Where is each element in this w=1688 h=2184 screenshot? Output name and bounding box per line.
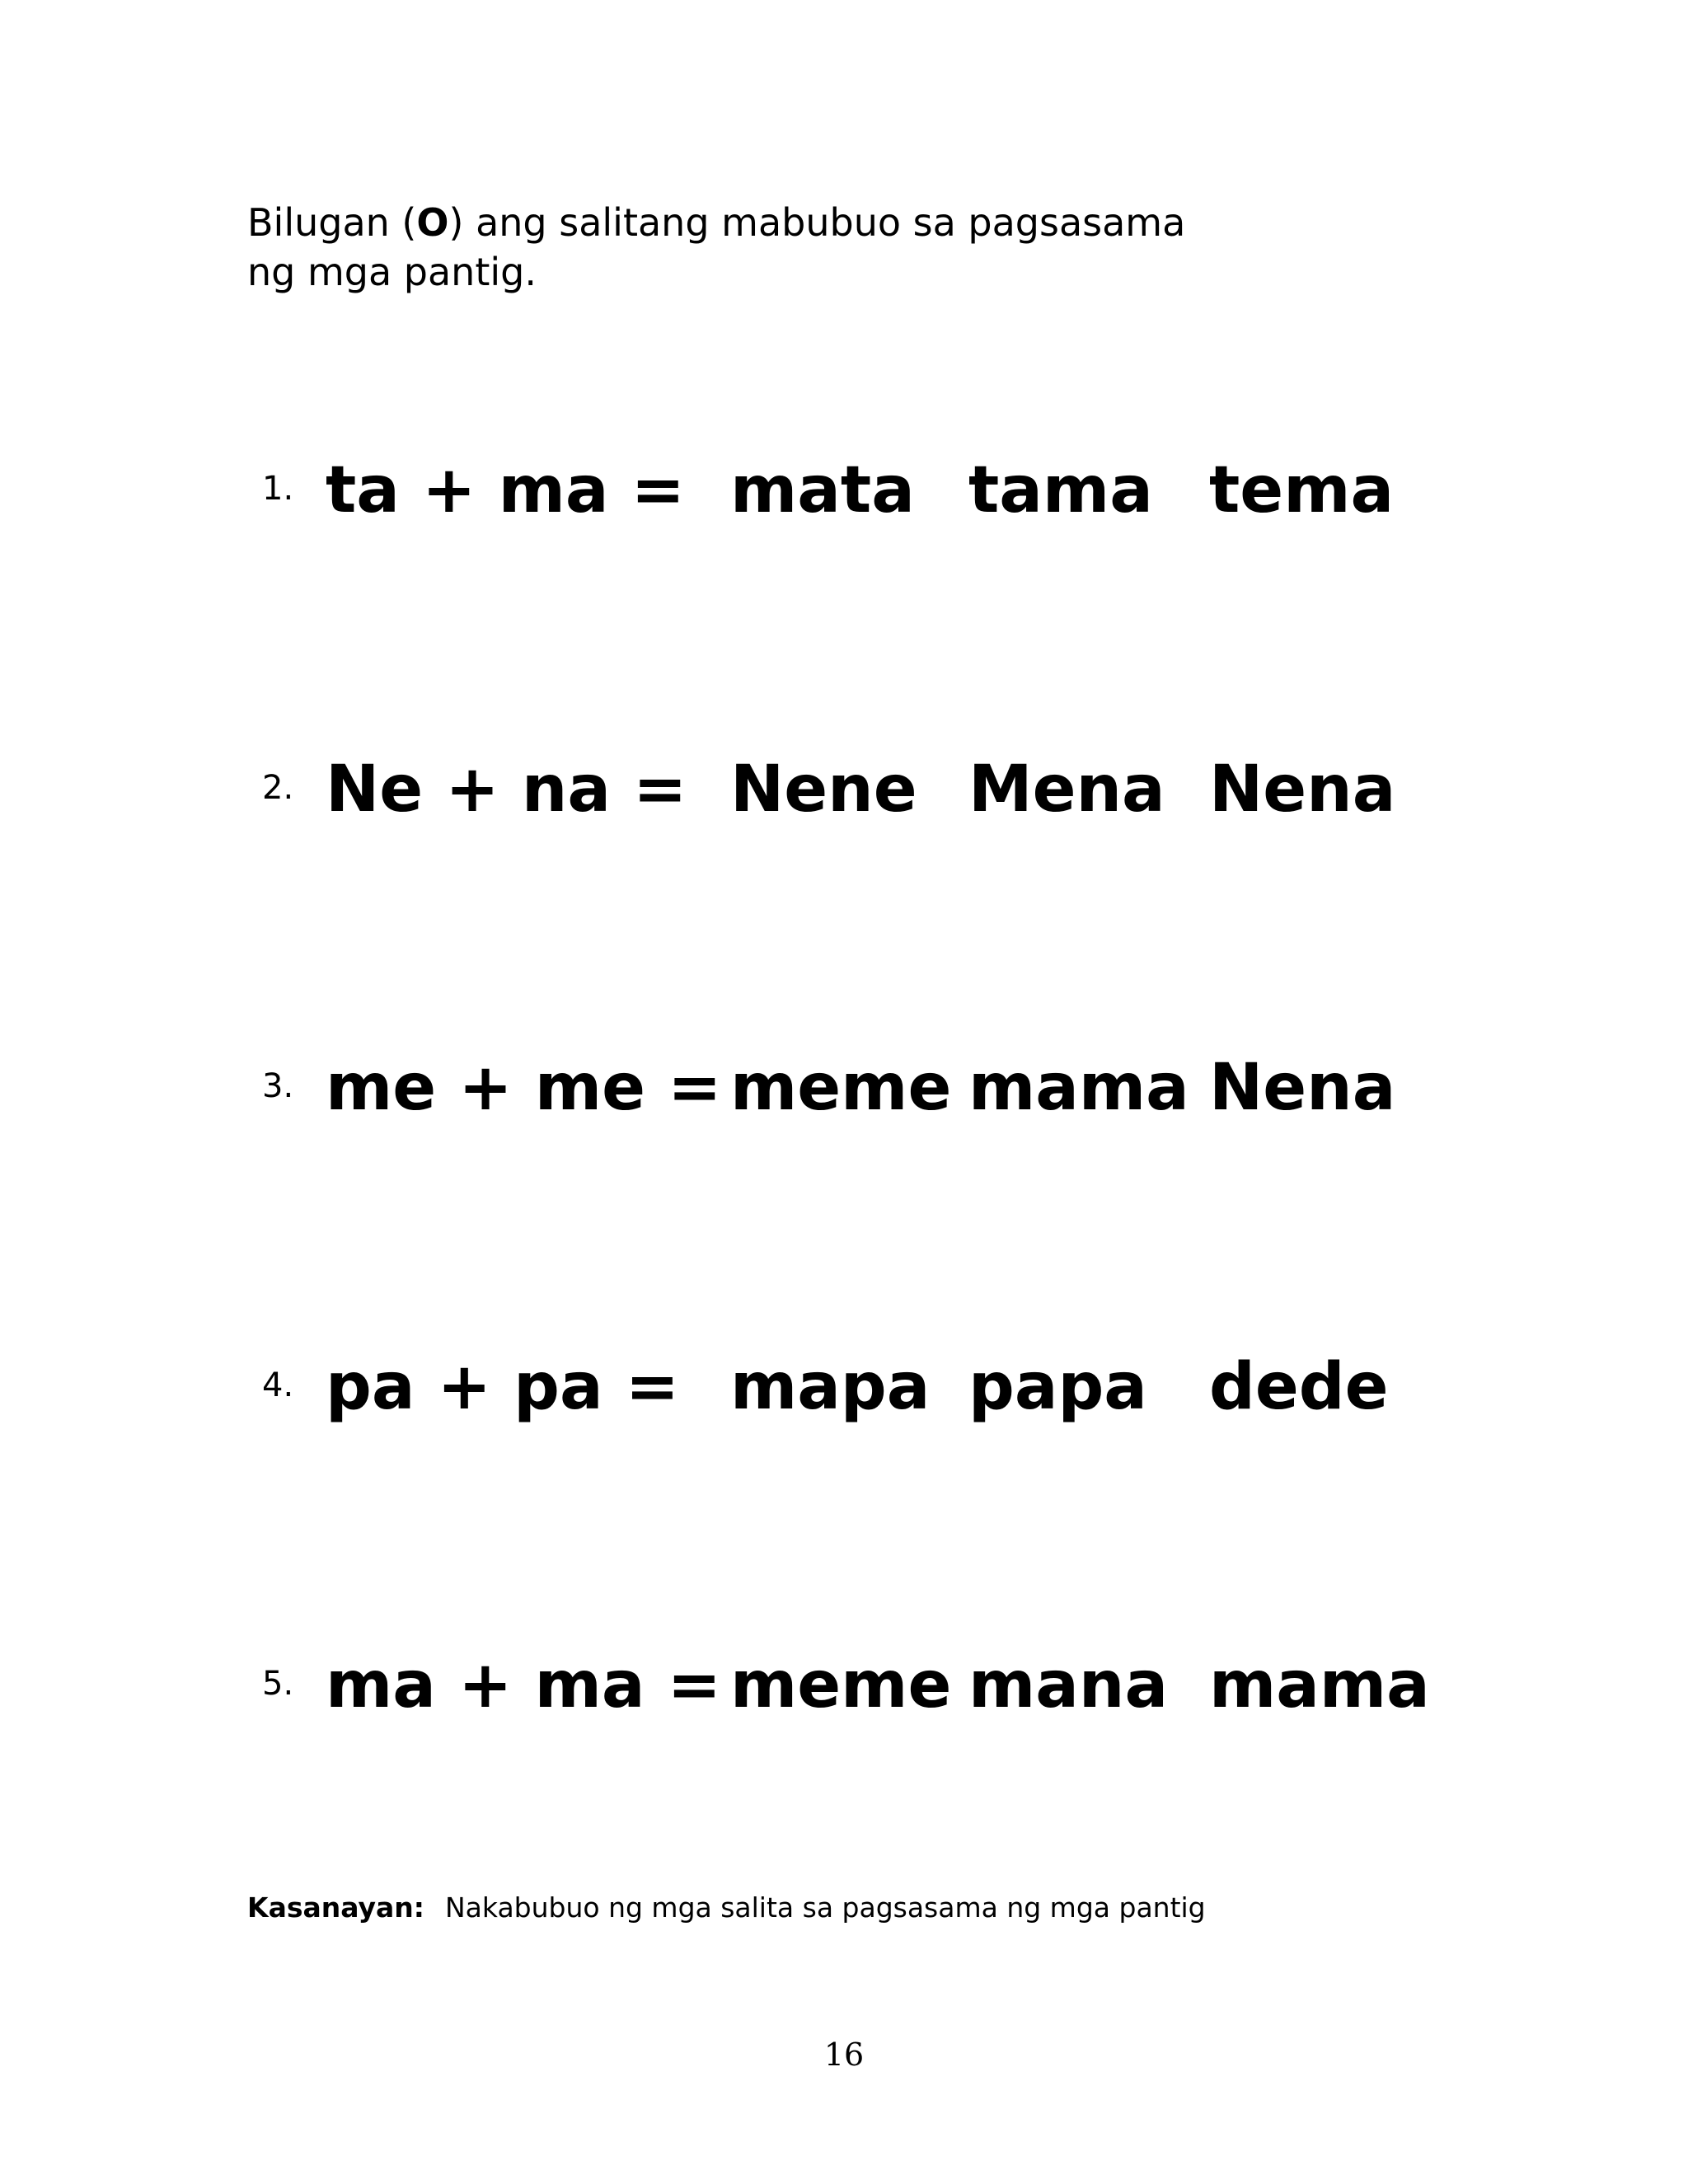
item-number: 4. — [262, 1366, 294, 1404]
word-choice-2[interactable]: tama — [968, 453, 1153, 527]
circle-mark: O — [416, 200, 449, 245]
word-choice-3[interactable]: mama — [1209, 1648, 1430, 1722]
word-choice-1[interactable]: meme — [730, 1648, 952, 1722]
item-number: 3. — [262, 1067, 294, 1105]
word-choice-3[interactable]: Nena — [1209, 752, 1396, 827]
syllable-equation: ta + ma = — [326, 453, 686, 527]
word-choice-2[interactable]: mana — [968, 1648, 1169, 1722]
word-choice-1[interactable]: mapa — [730, 1350, 931, 1424]
word-choice-3[interactable]: dede — [1209, 1350, 1389, 1424]
word-choice-1[interactable]: meme — [730, 1051, 952, 1125]
word-choice-1[interactable]: Nene — [730, 752, 917, 827]
syllable-equation: Ne + na = — [326, 752, 687, 827]
skill-text: Nakabubuo ng mga salita sa pagsasama ng mga pantig — [445, 1891, 1206, 1924]
exercise-item-3 — [0, 1038, 1688, 1137]
word-choice-2[interactable]: Mena — [968, 752, 1165, 827]
word-choice-2[interactable]: papa — [968, 1350, 1147, 1424]
word-choice-1[interactable]: mata — [730, 453, 915, 527]
word-choice-3[interactable]: Nena — [1209, 1051, 1396, 1125]
item-number: 5. — [262, 1665, 294, 1703]
skill-footer — [247, 1887, 1206, 1929]
syllable-equation: me + me = — [326, 1051, 722, 1125]
exercise-item-2 — [0, 740, 1688, 839]
instructions-text-after: ) ang salitang mabubuo sa pagsasama — [448, 200, 1186, 245]
page-number: 16 — [823, 2036, 865, 2073]
item-number: 1. — [262, 470, 294, 508]
exercise-item-1 — [0, 441, 1688, 540]
exercise-item-5 — [0, 1636, 1688, 1735]
instructions-text-before: Bilugan ( — [247, 200, 417, 245]
item-number: 2. — [262, 769, 294, 807]
skill-label: Kasanayan: — [247, 1891, 424, 1924]
instructions-line-1 — [247, 198, 1319, 247]
word-choice-2[interactable]: mama — [968, 1051, 1189, 1125]
instructions-line-2: ng mga pantig. — [247, 250, 537, 294]
exercise-item-4 — [0, 1338, 1688, 1436]
instructions — [247, 198, 1319, 297]
word-choice-3[interactable]: tema — [1209, 453, 1395, 527]
syllable-equation: ma + ma = — [326, 1648, 721, 1722]
syllable-equation: pa + pa = — [326, 1350, 680, 1424]
